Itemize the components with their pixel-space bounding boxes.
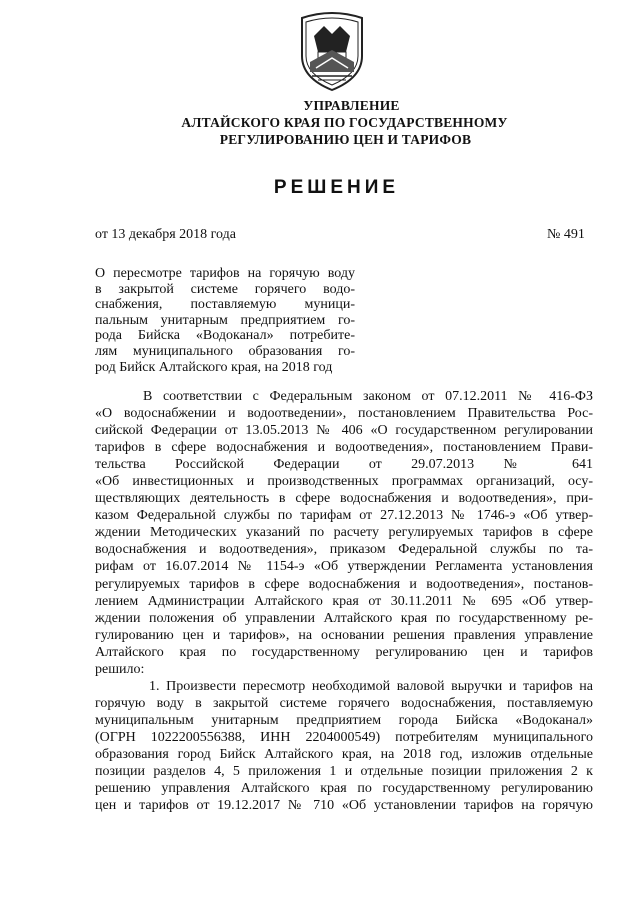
coat-of-arms-icon bbox=[296, 12, 368, 92]
body-line: сийской Федерации от 13.05.2013 № 406 «О государственном регулировании bbox=[95, 423, 593, 439]
header-line-1: УПРАВЛЕНИЕ bbox=[303, 98, 400, 113]
body-line: цен и тарифов от 19.12.2017 № 710 «Об установлении тарифов на горячую bbox=[95, 798, 593, 814]
body-line: образования город Бийск Алтайского края, на 2018 год, изложив отдельные bbox=[95, 746, 593, 762]
agency-header bbox=[0, 97, 639, 148]
body-line: казом Федеральной службы по тарифам от 27.12.2013 № 1746-э «Об утвер- bbox=[95, 508, 593, 524]
document-title: РЕШЕНИЕ bbox=[273, 177, 400, 198]
body-line: ждении положения об управлении Алтайского края по государственному ре- bbox=[95, 610, 593, 626]
body-line: ществляющих деятельность в сфере водоснабжения и водоотведения», при- bbox=[95, 491, 593, 507]
subject-line: род Бийск Алтайского края, на 2018 год bbox=[95, 359, 333, 375]
document-date: от 13 декабря 2018 года bbox=[95, 227, 236, 242]
header-line-3: РЕГУЛИРОВАНИЮ ЦЕН И ТАРИФОВ bbox=[219, 132, 472, 147]
body-line: «Об инвестиционных и производственных программах организаций, осу- bbox=[95, 474, 593, 490]
body-line: (ОГРН 1022200556388, ИНН 2204000549) потребителям муниципального bbox=[95, 729, 593, 745]
body-line: регулируемых тарифов в сфере водоснабжения и водоотведения», постанов- bbox=[95, 576, 593, 592]
body-line: рифам от 16.07.2014 № 1154-э «Об утверждении Регламента установления bbox=[95, 559, 593, 575]
subject-line: лям муниципального образования го- bbox=[95, 343, 355, 359]
body-line: гулированию цен и тарифов», на основании решения правления управление bbox=[95, 627, 593, 643]
body-line: тарифов в сфере водоснабжения и водоотведения», постановлением Прави- bbox=[95, 440, 593, 456]
subject-line: рода Бийска «Водоканал» потребите- bbox=[95, 328, 355, 344]
subject-line: снабжения, поставляемую муници- bbox=[95, 297, 355, 313]
header-line-2: АЛТАЙСКОГО КРАЯ ПО ГОСУДАРСТВЕННОМУ bbox=[181, 115, 508, 130]
body-line: В соответствии с Федеральным законом от 07.12.2011 № 416-ФЗ bbox=[143, 389, 593, 404]
body-line: решило: bbox=[95, 661, 145, 677]
body-line: «О водоснабжении и водоотведении», постановлением Правительства Рос- bbox=[95, 406, 593, 422]
body-line: решению управления Алтайского края по государственному регулированию bbox=[95, 781, 593, 797]
subject-line: в закрытой системе горячего водо- bbox=[95, 281, 355, 297]
document-number: № 491 bbox=[547, 227, 585, 242]
document-body bbox=[95, 388, 593, 814]
body-line: тельства Российской Федерации от 29.07.2013 № 641 bbox=[95, 457, 593, 473]
document-subject bbox=[95, 266, 355, 375]
body-line: водоснабжения и водоотведения», приказом Федеральной службы по та- bbox=[95, 542, 593, 558]
body-line: лением Администрации Алтайского края от 30.11.2011 № 695 «Об утвер- bbox=[95, 593, 593, 609]
body-line: ждении Методических указаний по расчету регулируемых тарифов в сфере bbox=[95, 525, 593, 541]
subject-line: О пересмотре тарифов на горячую воду bbox=[95, 266, 355, 281]
body-line: муниципальным унитарным предприятием города Бийска «Водоканал» bbox=[95, 712, 593, 728]
body-line: Алтайского края по государственному регулированию цен и тарифов bbox=[95, 644, 593, 660]
body-line: позиции разделов 4, 5 приложения 1 и отдельные позиции приложения 2 к bbox=[95, 764, 593, 780]
body-line: горячую воду в закрытой системе горячего водоснабжения, поставляемую bbox=[95, 695, 593, 711]
body-line: 1. Произвести пересмотр необходимой валовой выручки и тарифов на bbox=[149, 678, 593, 694]
subject-line: пальным унитарным предприятием го- bbox=[95, 312, 355, 328]
